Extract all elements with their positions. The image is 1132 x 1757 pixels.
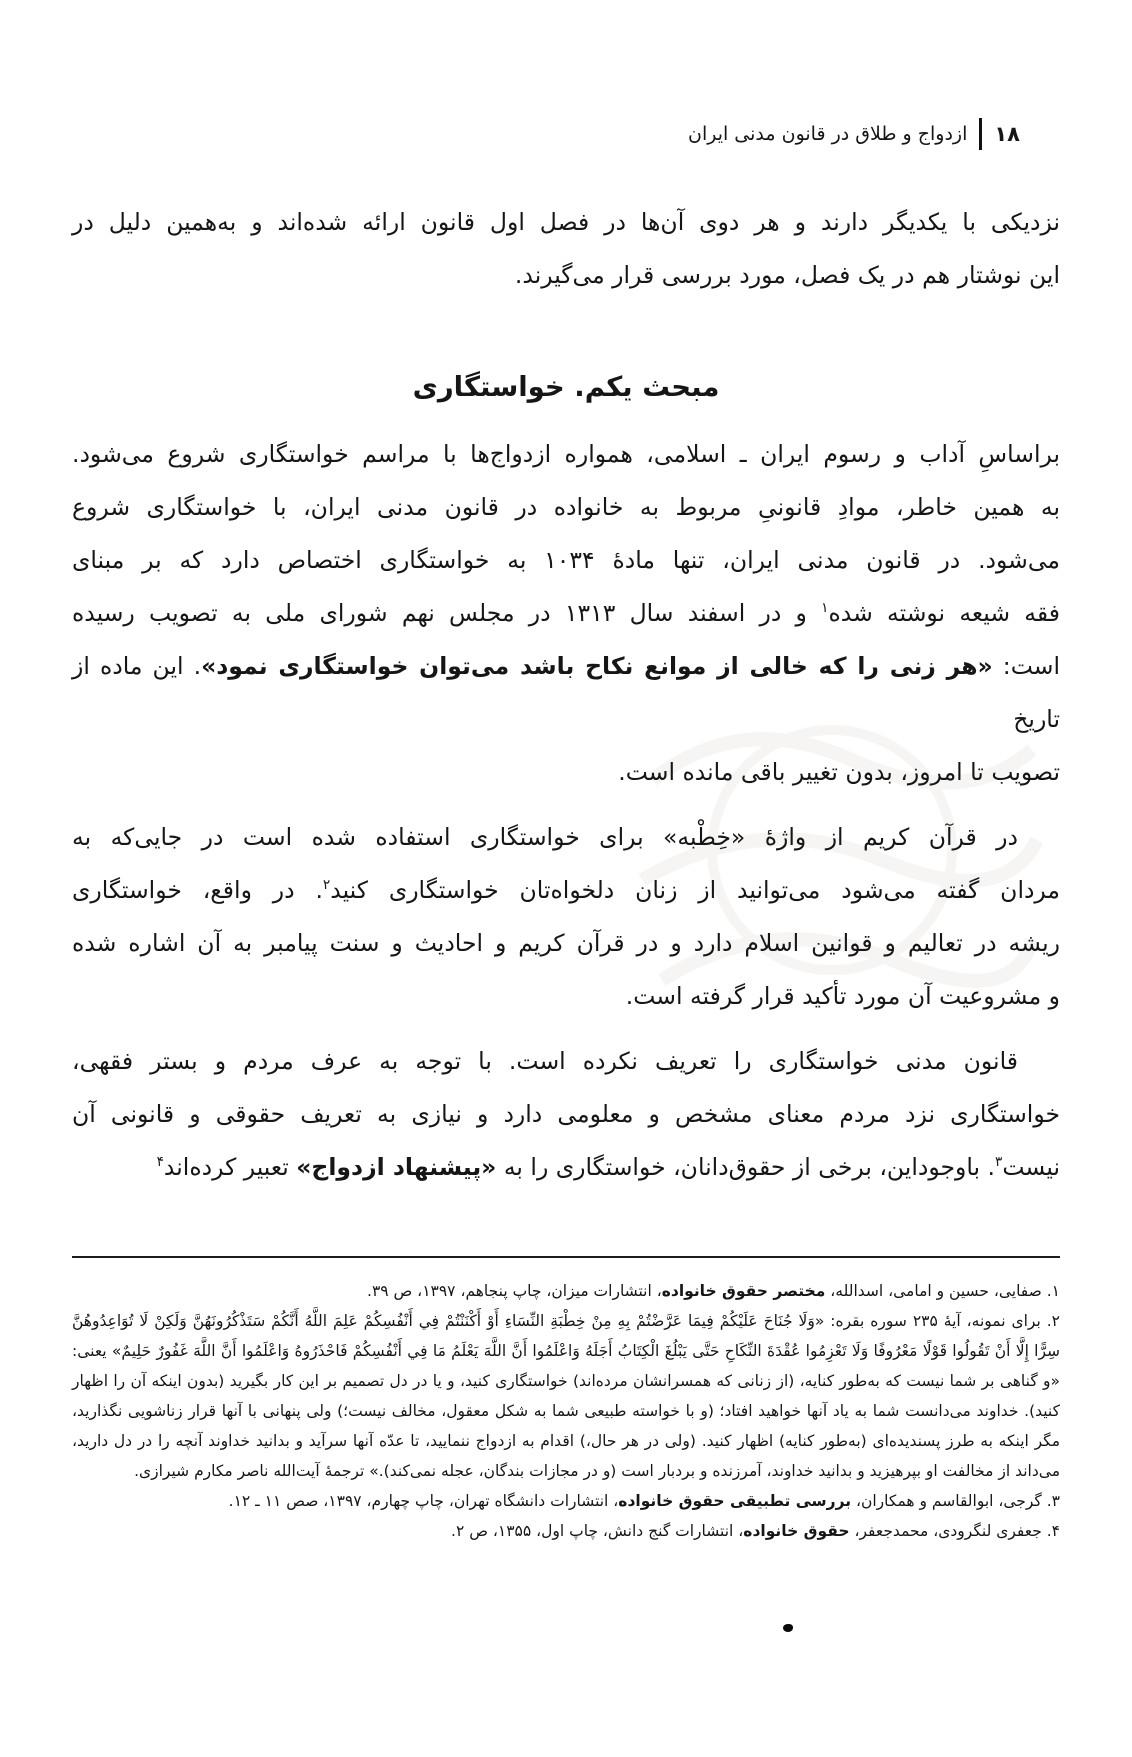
footnote-authors: صفایی، حسین و امامی، اسدالله، (825, 1282, 1042, 1300)
footnote-number: ۳. (1041, 1492, 1060, 1510)
running-title: ازدواج و طلاق در قانون مدنی ایران (687, 123, 968, 145)
page-header (688, 118, 1020, 150)
line-text: . در واقع، خواستگاری (72, 876, 323, 904)
footnote-1 (72, 1276, 1060, 1306)
line-text: است: (992, 652, 1060, 680)
quran-verse-arabic: وَلَا جُنَاحَ عَلَيْكُمْ فِيمَا عَرَّضْتُمْ بِهِ مِنْ خِطْبَةِ النِّسَاءِ أَوْ أَكْنَنْتُمْ فِي أَنْفُسِكُمْ عَلِمَ اللَّهُ أَنَّكُمْ سَتَذْكُرُونَهُنَّ وَلَكِنْ لَا تُوَاعِدُوهُنَّ سِرًّا إِلَّا أَنْ تَقُولُوا قَوْلًا مَعْرُوفًا وَلَا تَعْزِمُوا عُقْدَةَ النِّكَاحِ حَتَّى يَبْلُغَ الْكِتَابُ أَجَلَهُ وَاعْلَمُوا أَنَّ اللَّهَ يَعْلَمُ مَا فِي أَنْفُسِكُمْ فَاحْذَرُوهُ وَاعْلَمُوا أَنَّ اللَّهَ غَفُورٌ حَلِيمٌ (72, 1312, 1061, 1360)
footnote-number: ۴. (1041, 1522, 1060, 1540)
footnote-separator (72, 1256, 1060, 1258)
footnote-ref-1: ۱ (821, 600, 829, 617)
line-text: نیست (1002, 1153, 1060, 1181)
footnotes-section (72, 1256, 1060, 1546)
body-line (72, 1141, 1060, 1194)
paragraph-definition (72, 1035, 1060, 1194)
line-text: . این ماده از تاریخ (72, 652, 1060, 733)
footnote-rest: ، انتشارات میزان، چاپ پنجاهم، ۱۳۹۷، ص ۳۹. (367, 1282, 662, 1300)
footnote-book-title: مختصر حقوق خانواده (661, 1282, 826, 1300)
footnote-2 (72, 1306, 1060, 1486)
quoted-article-text: «هر زنی را که خالی از موانع نکاح باشد می‌توان خواستگاری نمود» (201, 652, 993, 680)
body-line: ریشه در تعالیم و قوانین اسلام دارد و در قرآن کریم و احادیث و سنت پیامبر به آن اشاره شده (72, 929, 1060, 957)
body-line: نزدیکی با یکدیگر دارند و هر دوی آن‌ها در فصل اول قانون ارائه شده‌اند و به‌همین دلیل در (72, 208, 1060, 236)
body-line: این نوشتار هم در یک فصل، مورد بررسی قرار می‌گیرند. (514, 261, 1060, 289)
section-heading: مبحث یکم. خواستگاری (412, 371, 720, 403)
footnote-ref-3: ۳ (995, 1154, 1003, 1171)
footnote-book-title: حقوق خانواده (743, 1522, 850, 1540)
line-text: و در اسفند سال ۱۳۱۳ در مجلس نهم شورای ملی به تصویب رسیده (72, 599, 822, 627)
quoted-term: «پیشنهاد ازدواج» (296, 1153, 497, 1181)
body-line: در قرآن کریم از واژهٔ «خِطْبه» برای خواستگاری استفاده شده است در جایی‌که به (72, 823, 1018, 851)
footnote-number: ۱. (1041, 1282, 1060, 1300)
footnote-authors: گرجی، ابوالقاسم و همکاران، (851, 1492, 1042, 1510)
paragraph-law (72, 428, 1060, 799)
body-line: و مشروعیت آن مورد تأکید قرار گرفته است. (625, 982, 1060, 1010)
body-line: می‌شود. در قانون مدنی ایران، تنها مادهٔ ۱۰۳۴ به خواستگاری اختصاص دارد که بر مبنای (72, 546, 1061, 574)
body-line: تصویب تا امروز، بدون تغییر باقی مانده است. (618, 758, 1060, 786)
footnote-number: ۲. (1040, 1312, 1060, 1330)
page-number: ۱۸ (994, 122, 1020, 146)
body-line (72, 587, 1060, 640)
footnote-4 (72, 1516, 1060, 1546)
scan-ink-dot (783, 1624, 793, 1632)
footnote-rest: ، انتشارات گنج دانش، چاپ اول، ۱۳۵۵، ص ۲. (451, 1522, 744, 1540)
footnote-ref-2: ۲ (322, 877, 331, 894)
line-text: تعبیر کرده‌اند (163, 1153, 297, 1181)
line-text: فقه شیعه نوشته شده (828, 599, 1061, 627)
body-line: براساسِ آداب و رسوم ایران ـ اسلامی، همواره ازدواج‌ها با مراسم خواستگاری شروع می‌شود. (72, 440, 1060, 468)
body-line: به همین خاطر، موادِ قانونیِ مربوط به خانواده در قانون مدنی ایران، با خواستگاری شروع (72, 493, 1060, 521)
body-line (72, 640, 1060, 746)
footnote-rest: ، انتشارات دانشگاه تهران، چاپ چهارم، ۱۳۹۷، صص ۱۱ ـ ۱۲. (228, 1492, 619, 1510)
quran-verse-translation: » یعنی: «و گناهی بر شما نیست که به‌طور کنایه، (از زنانی که همسرانشان مرده‌اند) خواستگاری کنید، و یا در دل تصمیم بر این کار بگیرید (بدون اینکه آن را اظهار کنید). خداوند می‌دانست شما به یاد آنها خواهید افتاد؛ (و با خواسته طبیعی شما به شکل معقول، مخالف نیست؛) ولی پنهانی با آنها قرار زناشویی نگذارید، مگر اینکه به طرز پسندیده‌ای (به‌طور کنایه) اظهار کنید. (ولی در هر حال،) اقدام به ازدواج ننمایید، تا عدّه آنها سرآید و بدانید خداوند آنچه را در دل دارید، می‌داند از مخالفت او بپرهیزید و بدانید خداوند، آمرزنده و بردبار است (و در مجازات بندگان، عجله نمی‌کند). (72, 1342, 1060, 1480)
footnote-authors: جعفری لنگرودی، محمدجعفر، (849, 1522, 1042, 1540)
body-line: خواستگاری نزد مردم معنای مشخص و معلومی دارد و نیازی به تعریف حقوقی و قانونی آن (72, 1100, 1060, 1128)
line-text: . باوجوداین، برخی از حقوق‌دانان، خواستگاری را به (496, 1153, 995, 1181)
paragraph-quran (72, 811, 1060, 1023)
footnote-rest: » ترجمهٔ آیت‌الله ناصر مکارم شیرازی. (134, 1462, 379, 1480)
footnote-book-title: بررسی تطبیقی حقوق خانواده (618, 1492, 852, 1510)
footnote-intro: برای نمونه، آیهٔ ۲۳۵ سوره بقره: « (814, 1312, 1041, 1330)
line-text: مردان گفته می‌شود می‌توانید از زنان دلخواه‌تان خواستگاری کنید (330, 876, 1060, 904)
body-line: قانون مدنی خواستگاری را تعریف نکرده است. با توجه به عرف مردم و بستر فقهی، (72, 1047, 1018, 1075)
page-body (72, 196, 1060, 1194)
body-line (72, 864, 1060, 917)
footnote-3 (72, 1486, 1060, 1516)
header-divider (979, 118, 982, 150)
paragraph-intro (72, 196, 1060, 302)
footnote-ref-4: ۴ (156, 1154, 164, 1171)
